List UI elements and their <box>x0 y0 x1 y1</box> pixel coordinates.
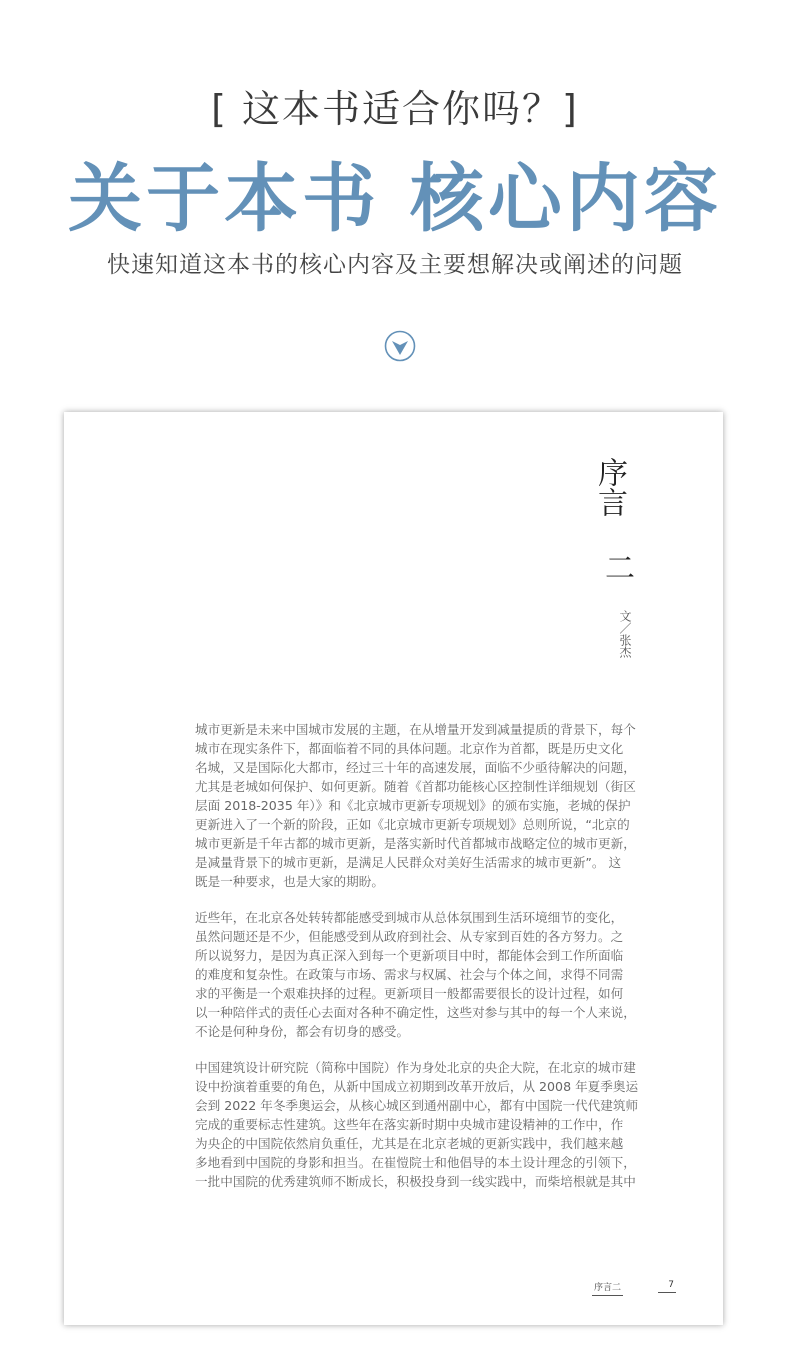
text-line: 是减量背景下的城市更新，是满足人民群众对美好生活需求的城市更新”。 这 <box>195 855 622 870</box>
preface-heading: 序言 <box>592 457 627 517</box>
section-title: 关于本书 核心内容 <box>68 156 722 242</box>
author-credit: 文／张杰 <box>618 610 632 658</box>
chevron-down-circle-icon <box>384 330 416 362</box>
text-line: 多地看到中国院的身影和担当。在崔愷院士和他倡导的本土设计理念的引领下， <box>195 1155 636 1170</box>
text-line: 城市更新是未来中国城市发展的主题，在从增量开发到减量提质的背景下，每个 <box>195 722 636 737</box>
text-line: 既是一种要求，也是大家的期盼。 <box>195 874 384 889</box>
text-line: 为央企的中国院依然肩负重任，尤其是在北京老城的更新实践中，我们越来越 <box>195 1136 624 1151</box>
text-line: 城市在现实条件下，都面临着不同的具体问题。北京作为首都，既是历史文化 <box>195 741 624 756</box>
text-line: 所以说努力，是因为真正深入到每一个更新项目中时，都能体会到工作所面临 <box>195 948 624 963</box>
paragraph <box>195 720 635 891</box>
text-line: 一批中国院的优秀建筑师不断成长，积极投身到一线实践中，而柴培根就是其中 <box>195 1174 636 1189</box>
text-line: 求的平衡是一个艰难抉择的过程。更新项目一般都需要很长的设计过程，如何 <box>195 986 624 1001</box>
text-line: 不论是何种身份，都会有切身的感受。 <box>195 1024 410 1039</box>
body-text <box>195 720 639 1208</box>
text-line: 完成的重要标志性建筑。这些年在落实新时期中央城市建设精神的工作中，作 <box>195 1117 624 1132</box>
paragraph <box>195 1058 639 1191</box>
kicker-question: [ 这本书适合你吗？] <box>211 87 579 131</box>
page-number: 7 <box>658 1280 676 1293</box>
text-line: 尤其是老城如何保护、如何更新。随着《首都功能核心区控制性详细规划（街区 <box>195 779 636 794</box>
text-line: 以一种陪伴式的责任心去面对各种不确定性，这些对参与其中的每一个人来说， <box>195 1005 636 1020</box>
preface-number: 二 <box>599 552 634 582</box>
text-line: 中国建筑设计研究院（简称中国院）作为身处北京的央企大院，在北京的城市建 <box>195 1060 636 1075</box>
text-line: 层面 2018-2035 年）》和《北京城市更新专项规划》的颁布实施，老城的保护 <box>195 798 631 813</box>
section-subtitle: 快速知道这本书的核心内容及主要想解决或阐述的问题 <box>107 252 683 278</box>
text-line: 名城，又是国际化大都市，经过三十年的高速发展，面临不少亟待解决的问题， <box>195 760 636 775</box>
paragraph <box>195 908 635 1041</box>
text-line: 近些年，在北京各处转转都能感受到城市从总体氛围到生活环境细节的变化， <box>195 910 624 925</box>
text-line: 的难度和复杂性。在政策与市场、需求与权属、社会与个体之间，求得不同需 <box>195 967 624 982</box>
text-line: 城市更新是千年古都的城市更新，是落实新时代首都城市战略定位的城市更新， <box>195 836 636 851</box>
footer-section: 序言二 <box>592 1280 623 1296</box>
text-line: 设中扮演着重要的角色，从新中国成立初期到改革开放后，从 2008 年夏季奥运 <box>195 1079 639 1094</box>
text-line: 虽然问题还是不少，但能感受到从政府到社会、从专家到百姓的各方努力。之 <box>195 929 624 944</box>
text-line: 更新进入了一个新的阶段，正如《北京城市更新专项规划》总则所说，“北京的 <box>195 817 630 832</box>
book-page <box>64 412 723 1325</box>
text-line: 会到 2022 年冬季奥运会，从核心城区到通州副中心，都有中国院一代代建筑师 <box>195 1098 639 1113</box>
